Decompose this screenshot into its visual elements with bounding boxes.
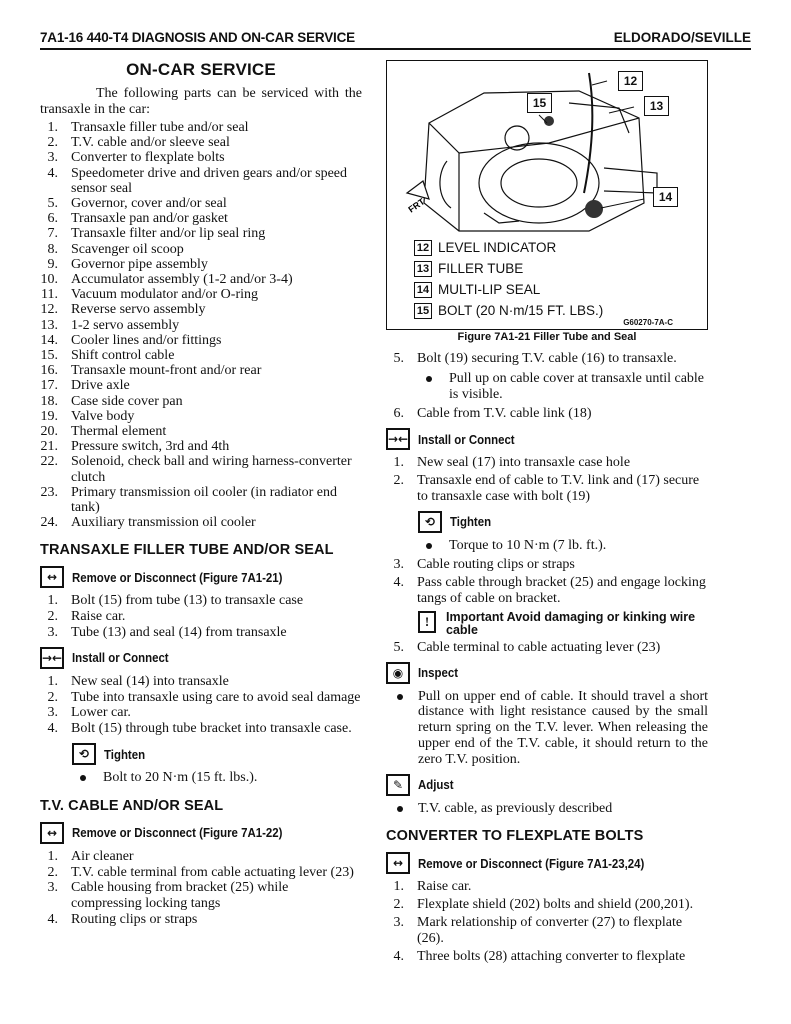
intro-paragraph: The following parts can be serviced with the transaxle in the car: — [40, 86, 362, 117]
step-text: Vacuum modulator and/or O-ring — [71, 287, 259, 303]
step-text: Transaxle end of cable to T.V. link and (17) secure to transaxle case with bolt (19) — [417, 472, 700, 504]
list-item — [40, 302, 362, 317]
tv-tighten-step — [418, 511, 708, 533]
list-item — [386, 897, 708, 913]
page-header — [40, 28, 751, 50]
legend-item — [414, 300, 603, 321]
step-text: Transaxle mount-front and/or rear — [71, 363, 262, 379]
step-text: Reverse servo assembly — [71, 302, 206, 318]
step-text: Bolt (19) securing T.V. cable (16) to transaxle. — [417, 351, 677, 366]
remove-disconnect-step — [40, 566, 362, 588]
legend-text: FILLER TUBE — [438, 261, 524, 276]
remove-label: Remove or Disconnect (Figure 7A1-21) — [72, 569, 283, 585]
step-text: Pass cable through bracket (25) and engage locking tangs of cable on bracket. — [417, 575, 706, 606]
install-connect-step — [40, 647, 362, 669]
list-item — [40, 409, 362, 424]
legend-item — [414, 258, 603, 279]
filler-tube-heading: TRANSAXLE FILLER TUBE AND/OR SEAL — [40, 542, 334, 559]
step-number: 12. — [40, 302, 58, 318]
list-item — [40, 625, 362, 641]
step-number: 1. — [393, 455, 404, 471]
important-text: Important Avoid damaging or kinking wire cable — [446, 609, 696, 637]
inspect-step — [386, 662, 708, 684]
list-item — [40, 363, 362, 378]
right-column — [386, 58, 708, 966]
list-item — [40, 211, 362, 226]
serviceable-parts-list — [40, 120, 362, 530]
torque-wrench-icon: ⟲ — [72, 743, 96, 765]
step-number: 21. — [40, 439, 58, 455]
step-text: Valve body — [71, 408, 135, 424]
step-text: Tube into transaxle using care to avoid seal damage — [71, 689, 361, 705]
tv-remove-list-cont — [386, 406, 708, 422]
list-item — [40, 849, 362, 865]
step-number: 2. — [393, 472, 404, 488]
step-number: 4. — [393, 575, 404, 591]
step-number: 23. — [40, 484, 58, 500]
tv-install-list-last — [386, 640, 708, 656]
tighten-step — [72, 743, 362, 765]
step-number: 20. — [40, 424, 58, 440]
step-text: Primary transmission oil cooler (in radiator end tank) — [71, 484, 337, 516]
adjust-wrench-icon: ✎ — [386, 774, 410, 796]
inspect-icon: ◉ — [386, 662, 410, 684]
step-text: Mark relationship of converter (27) to flexplate (26). — [417, 914, 683, 946]
step-text: Thermal element — [71, 424, 167, 440]
step-number: 8. — [47, 241, 58, 257]
install-arrows-icon: →← — [40, 647, 64, 669]
install-arrows-icon: →← — [386, 428, 410, 450]
list-item — [40, 865, 362, 881]
step-text: Pressure switch, 3rd and 4th — [71, 439, 230, 455]
step-text: Flexplate shield (202) bolts and shield (200,201). — [417, 897, 694, 913]
step-number: 6. — [47, 211, 58, 227]
install-label: Install or Connect — [72, 650, 169, 666]
list-item — [40, 394, 362, 409]
legend-number: 12 — [414, 240, 432, 256]
step-text: T.V. cable and/or sleeve seal — [71, 135, 230, 151]
figure-7a1-21 — [386, 60, 708, 330]
remove-arrows-icon: ↔ — [40, 566, 64, 588]
list-item — [40, 515, 362, 530]
step-text: Speedometer drive and driven gears and/or speed sensor seal — [71, 165, 348, 196]
step-number: 7. — [47, 226, 58, 242]
legend-item — [414, 237, 603, 258]
step-text: Raise car. — [417, 879, 472, 895]
left-column — [40, 58, 362, 928]
step-number: 9. — [47, 256, 58, 272]
step-number: 3. — [47, 880, 58, 896]
step-text: Lower car. — [71, 705, 131, 721]
callout-14: 14 — [653, 187, 678, 207]
header-section-title: 7A1-16 440-T4 DIAGNOSIS AND ON-CAR SERVICE — [40, 30, 355, 45]
step-number: 4. — [47, 721, 58, 737]
callout-12: 12 — [618, 71, 643, 91]
list-item — [40, 257, 362, 272]
step-text: New seal (17) into transaxle case hole — [417, 455, 631, 471]
list-item — [40, 721, 362, 737]
list-item — [40, 242, 362, 257]
step-number: 1. — [47, 593, 58, 609]
step-number: 13. — [40, 317, 58, 333]
step-number: 5. — [393, 639, 404, 655]
step-number: 3. — [393, 914, 404, 930]
step-text: Case side cover pan — [71, 393, 183, 409]
step-number: 3. — [47, 705, 58, 721]
step-text: Governor pipe assembly — [71, 256, 208, 272]
step-number: 1. — [47, 120, 58, 135]
list-item — [40, 318, 362, 333]
remove-arrows-icon: ↔ — [40, 822, 64, 844]
step-text: Raise car. — [71, 609, 126, 625]
step-number: 19. — [40, 408, 58, 424]
list-item — [40, 609, 362, 625]
step-number: 5. — [47, 196, 58, 212]
list-item — [386, 473, 708, 505]
list-item — [40, 150, 362, 165]
tv-remove-step — [40, 822, 362, 844]
converter-remove-label: Remove or Disconnect (Figure 7A1-23,24) — [418, 855, 645, 871]
list-item — [40, 485, 362, 515]
list-item — [40, 120, 362, 135]
step-number: 15. — [40, 348, 58, 364]
list-item — [386, 575, 708, 607]
front-arrow-label: FRT — [406, 196, 427, 215]
list-item — [40, 593, 362, 609]
step-text: Accumulator assembly (1-2 and/or 3-4) — [71, 272, 293, 288]
tv-install-step — [386, 428, 708, 450]
list-item — [386, 879, 708, 895]
tighten-label: Tighten — [104, 746, 146, 762]
step-number: 17. — [40, 378, 58, 394]
step-text: Scavenger oil scoop — [71, 241, 184, 257]
list-item — [40, 378, 362, 393]
tv-install-list — [386, 455, 708, 504]
step-text: Three bolts (28) attaching converter to flexplate — [417, 948, 686, 964]
step-number: 4. — [47, 912, 58, 928]
step-text: Governor, cover and/or seal — [71, 196, 227, 212]
step-number: 10. — [40, 272, 58, 288]
list-item — [40, 880, 362, 912]
list-item — [40, 226, 362, 241]
step-text: Cooler lines and/or fittings — [71, 332, 222, 348]
step-number: 18. — [40, 393, 58, 409]
legend-text: LEVEL INDICATOR — [438, 240, 557, 255]
tv-tighten-label: Tighten — [450, 514, 492, 530]
figure-legend — [414, 237, 603, 321]
step-text: Drive axle — [71, 378, 130, 394]
list-item — [40, 166, 362, 196]
adjust-bullet: T.V. cable, as previously described — [386, 801, 708, 817]
step-number: 5. — [393, 351, 404, 366]
step-number: 4. — [393, 948, 404, 964]
step-number: 1. — [47, 848, 58, 864]
list-item — [40, 674, 362, 690]
inspect-bullet: Pull on upper end of cable. It should travel a short distance with light resistance caused by the small return spring on the T.V. lever. When releasing the upper end of the T.V. cable, it should return to the zero T.V. position. — [386, 689, 708, 768]
step-number: 2. — [47, 135, 58, 151]
step-number: 2. — [47, 864, 58, 880]
step-text: Transaxle filter and/or lip seal ring — [71, 226, 266, 242]
step-number: 2. — [47, 689, 58, 705]
step-number: 1. — [393, 879, 404, 895]
step-text: New seal (14) into transaxle — [71, 673, 229, 689]
figure-caption: Figure 7A1-21 Filler Tube and Seal — [457, 331, 637, 343]
step-text: Cable routing clips or straps — [417, 557, 575, 573]
converter-heading: CONVERTER TO FLEXPLATE BOLTS — [386, 828, 644, 845]
figure-code: G60270-7A-C — [623, 318, 673, 327]
list-item — [386, 557, 708, 573]
legend-item — [414, 279, 603, 300]
step-text: Solenoid, check ball and wiring harness-converter clutch — [71, 454, 352, 485]
list-item — [40, 690, 362, 706]
list-item — [40, 272, 362, 287]
step-number: 2. — [393, 897, 404, 913]
list-item — [386, 640, 708, 656]
important-note — [418, 611, 708, 637]
step-number: 2. — [47, 609, 58, 625]
list-item — [386, 351, 708, 367]
callout-13: 13 — [644, 96, 669, 116]
step-number: 14. — [40, 332, 58, 348]
tv-install-list-cont — [386, 557, 708, 606]
list-item — [386, 915, 708, 947]
remove-arrows-icon: ↔ — [386, 852, 410, 874]
list-item — [40, 705, 362, 721]
legend-text: MULTI-LIP SEAL — [438, 282, 541, 297]
callout-15: 15 — [527, 93, 552, 113]
step-text: Air cleaner — [71, 848, 134, 864]
list-item — [386, 949, 708, 965]
step-text: Tube (13) and seal (14) from transaxle — [71, 625, 287, 641]
important-icon: ! — [418, 611, 436, 633]
step-text: Cable terminal to cable actuating lever (23) — [417, 639, 661, 655]
filler-install-list — [40, 674, 362, 737]
tv-install-label: Install or Connect — [418, 431, 515, 447]
step-number: 3. — [393, 557, 404, 573]
list-item — [386, 406, 708, 422]
converter-remove-list — [386, 879, 708, 964]
step-number: 1. — [47, 673, 58, 689]
step-text: Routing clips or straps — [71, 912, 198, 928]
legend-text: BOLT (20 N·m/15 FT. LBS.) — [438, 303, 604, 318]
tv-remove-list — [40, 849, 362, 928]
cable-cover-bullet: Pull up on cable cover at transaxle until cable is visible. — [386, 371, 708, 403]
tv-remove-label: Remove or Disconnect (Figure 7A1-22) — [72, 825, 283, 841]
list-item — [40, 424, 362, 439]
step-text: Shift control cable — [71, 348, 175, 364]
legend-number: 14 — [414, 282, 432, 298]
list-item — [40, 135, 362, 150]
legend-number: 15 — [414, 303, 432, 319]
list-item — [40, 912, 362, 928]
step-text: Transaxle pan and/or gasket — [71, 211, 228, 227]
step-text: Auxiliary transmission oil cooler — [71, 515, 256, 531]
list-item — [40, 348, 362, 363]
list-item — [40, 439, 362, 454]
tighten-bullet: Bolt to 20 N·m (15 ft. lbs.). — [40, 770, 362, 786]
step-number: 3. — [47, 625, 58, 641]
filler-remove-list — [40, 593, 362, 640]
adjust-label: Adjust — [418, 777, 454, 793]
step-number: 4. — [47, 165, 58, 181]
on-car-service-title: ON-CAR SERVICE — [126, 60, 276, 79]
inspect-label: Inspect — [418, 665, 459, 681]
step-text: Transaxle filler tube and/or seal — [71, 120, 249, 135]
list-item — [40, 196, 362, 211]
tv-cable-heading: T.V. CABLE AND/OR SEAL — [40, 797, 224, 814]
step-text: 1-2 servo assembly — [71, 317, 180, 333]
step-number: 22. — [40, 454, 58, 470]
header-model: ELDORADO/SEVILLE — [613, 30, 751, 45]
step-text: Cable housing from bracket (25) while compressing locking tangs — [71, 880, 289, 912]
legend-number: 13 — [414, 261, 432, 277]
step-text: T.V. cable terminal from cable actuating lever (23) — [71, 864, 354, 880]
list-item — [40, 333, 362, 348]
step-number: 11. — [41, 287, 58, 303]
converter-remove-step — [386, 852, 708, 874]
adjust-step — [386, 774, 708, 796]
step-number: 3. — [47, 150, 58, 166]
tv-remove-list-cont — [386, 351, 708, 367]
step-number: 16. — [40, 363, 58, 379]
list-item — [386, 455, 708, 471]
step-text: Bolt (15) from tube (13) to transaxle case — [71, 593, 304, 609]
list-item — [40, 454, 362, 484]
step-text: Cable from T.V. cable link (18) — [417, 406, 592, 422]
torque-bullet: Torque to 10 N·m (7 lb. ft.). — [386, 538, 708, 554]
step-number: 24. — [40, 515, 58, 531]
step-text: Bolt (15) through tube bracket into transaxle case. — [71, 721, 352, 737]
step-text: Converter to flexplate bolts — [71, 150, 225, 166]
list-item — [40, 287, 362, 302]
torque-wrench-icon: ⟲ — [418, 511, 442, 533]
step-number: 6. — [393, 406, 404, 422]
